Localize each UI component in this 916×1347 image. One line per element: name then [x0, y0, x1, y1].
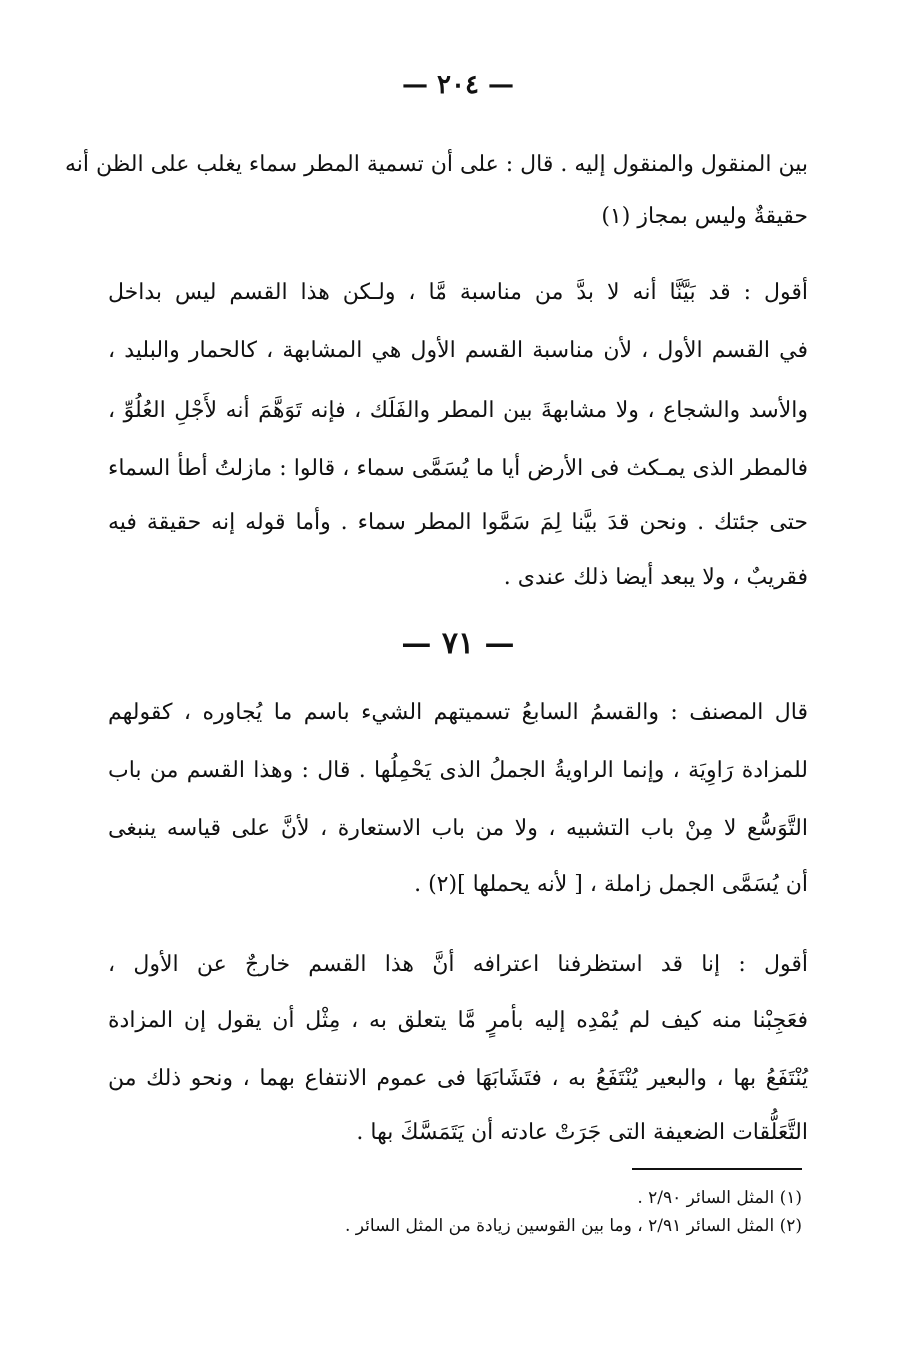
- paragraph-line: أن يُسَمَّى الجمل زاملة ، [ لأنه يحملها ](٢) .: [414, 872, 808, 897]
- paragraph-line: يُنْتَفَعُ بها ، والبعير يُنْتَفَعُ به ، فتَشَابَهَا فى عموم الانتفاع بهما ، ونحو ذلك من: [108, 1066, 808, 1091]
- paragraph-line: حقيقةٌ وليس بمجاز (١): [601, 204, 808, 229]
- paragraph-line: في القسم الأول ، لأن مناسبة القسم الأول هي المشابهة ، كالحمار والبليد ،: [108, 338, 808, 363]
- section-number: — ٧١ —: [401, 626, 515, 661]
- paragraph-line: التَّوَسُّع لا مِنْ باب التشبيه ، ولا من باب الاستعارة ، لأنَّ على قياسه ينبغى: [108, 816, 808, 841]
- paragraph-line: أقول : إنا قد استظرفنا اعترافه أنَّ هذا القسم خارجٌ عن الأول ،: [108, 952, 808, 977]
- footnote: (٢) المثل السائر ٢/٩١ ، وما بين القوسين زيادة من المثل السائر .: [344, 1216, 802, 1236]
- paragraph-line: التَّعَلُّقات الضعيفة التى جَرَتْ عادته أن يَتَمَسَّكَ بها .: [356, 1120, 808, 1145]
- paragraph-line: أقول : قد بَيَّنَّا أنه لا بدَّ من مناسبة مَّا ، ولـكن هذا القسم ليس بداخل: [108, 280, 808, 305]
- footnote-divider: [632, 1168, 802, 1170]
- paragraph-line: بين المنقول والمنقول إليه . قال : على أن تسمية المطر سماء يغلب على الظن أنه: [64, 152, 808, 177]
- paragraph-line: حتى جئتك . ونحن قدَ بيَّنا لِمَ سَمَّوا المطر سماء . وأما قوله إنه حقيقة فيه: [108, 510, 808, 535]
- footnote: (١) المثل السائر ٢/٩٠ .: [637, 1188, 802, 1208]
- page-number: — ٢٠٤ —: [401, 70, 515, 100]
- paragraph-line: فعَجِبْنا منه كيف لم يُمْدِه إليه بأمرٍ مَّا يتعلق به ، مِثْل أن يقول إن المزادة: [108, 1008, 808, 1033]
- paragraph-line: فالمطر الذى يمـكث فى الأرض أيا ما يُسَمَّى سماء ، قالوا : مازلتُ أطأ السماء: [108, 456, 808, 481]
- paragraph-line: قال المصنف : والقسمُ السابعُ تسميتهم الشيء باسم ما يُجاوره ، كقولهم: [108, 700, 808, 725]
- paragraph-line: للمزادة رَاوِيَة ، وإنما الراويةُ الجملُ الذى يَحْمِلُها . قال : وهذا القسم من باب: [108, 758, 808, 783]
- paragraph-line: والأسد والشجاع ، ولا مشابهةَ بين المطر والفَلَك ، فإنه تَوَهَّمَ أنه لأَجْلِ العُلُوِّ ،: [108, 398, 808, 423]
- paragraph-line: فقريبٌ ، ولا يبعد أيضا ذلك عندى .: [503, 565, 808, 590]
